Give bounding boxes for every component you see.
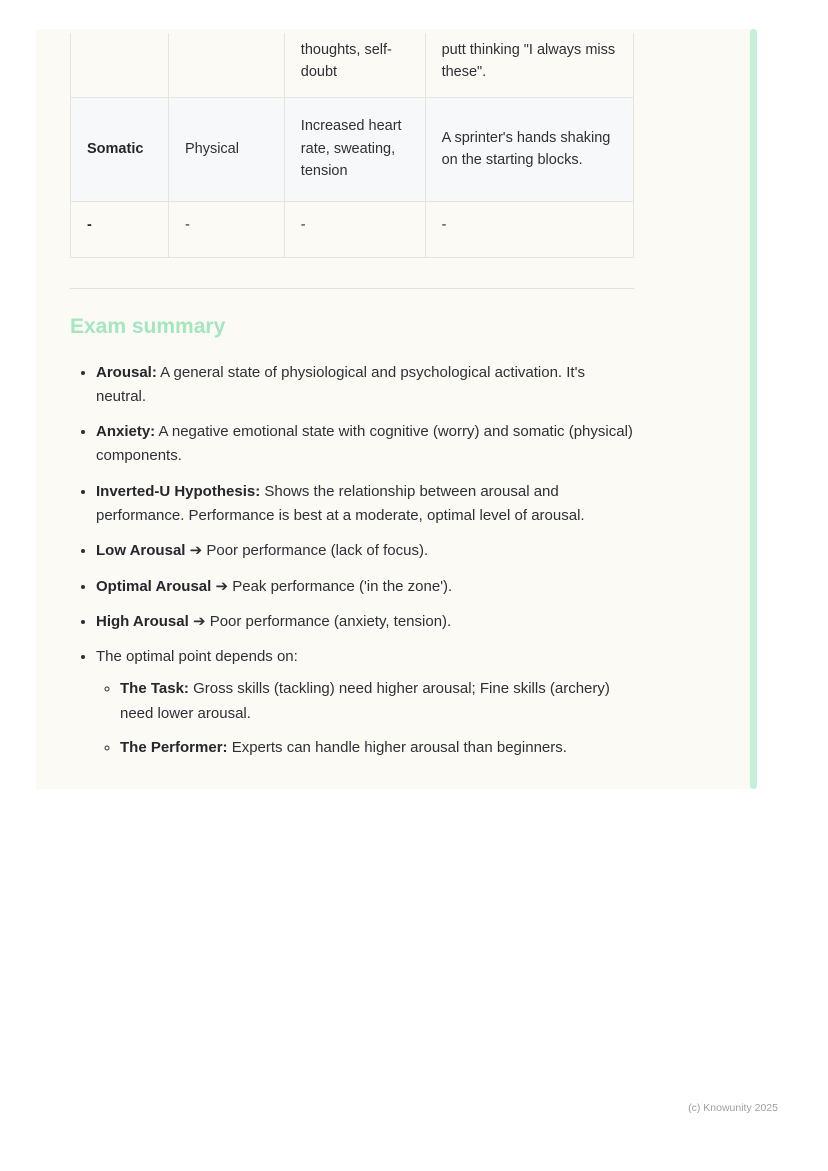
table-cell [168, 33, 284, 97]
summary-item: • High Arousal ➔ Poor performance (anxiety, tension). [96, 610, 634, 634]
summary-item-term: Low Arousal [96, 542, 186, 560]
summary-item: • The optimal point depends on: ◦ The Task: Gross skills (tackling) need higher arousal; Fine skills (archery) need lower arousal. ◦ The Performer: Experts can handle higher arousal than beginners. [96, 645, 634, 760]
summary-item: ◦ The Performer: Experts can handle higher arousal than beginners. [120, 736, 634, 760]
table-cell [71, 33, 169, 97]
page-accent-stripe [750, 29, 757, 789]
page-content [70, 29, 634, 771]
table-row [71, 201, 634, 257]
table-cell: - [168, 201, 284, 257]
summary-item-term: Anxiety: [96, 423, 156, 441]
table-cell: - [284, 201, 425, 257]
section-divider [70, 288, 634, 289]
table-cell: thoughts, self-doubt [284, 33, 425, 97]
notes-table [70, 33, 634, 258]
summary-item-term: The Task: [120, 680, 189, 698]
summary-item-term: High Arousal [96, 612, 189, 630]
summary-item-term: The Performer: [120, 739, 228, 757]
summary-item: • Optimal Arousal ➔ Peak performance ('in the zone'). [96, 575, 634, 599]
table-row [71, 97, 634, 201]
summary-item: • Low Arousal ➔ Poor performance (lack of focus). [96, 539, 634, 563]
summary-item: ◦ The Task: Gross skills (tackling) need higher arousal; Fine skills (archery) need lower arousal. [120, 677, 634, 726]
summary-item: • Inverted-U Hypothesis: Shows the relationship between arousal and performance. Performance is best at a moderate, optimal level of arousal. [96, 480, 634, 529]
document-page [36, 29, 757, 789]
table-cell: putt thinking "I always miss these". [425, 33, 633, 97]
table-cell: Increased heart rate, sweating, tension [284, 97, 425, 201]
table-row [71, 33, 634, 97]
table-cell: Physical [168, 97, 284, 201]
summary-list [70, 361, 634, 761]
summary-sublist [96, 677, 634, 760]
table-cell: - [71, 201, 169, 257]
summary-item: • Arousal: A general state of physiological and psychological activation. It's neutral. [96, 361, 634, 410]
copyright-footer: (c) Knowunity 2025 [688, 1102, 778, 1114]
summary-item-term: Optimal Arousal [96, 577, 212, 595]
summary-item-term: Arousal: [96, 363, 157, 381]
exam-summary-heading: Exam summary [70, 314, 226, 338]
table-cell: Somatic [71, 97, 169, 201]
table-cell: - [425, 201, 633, 257]
table-cell: A sprinter's hands shaking on the starting blocks. [425, 97, 633, 201]
summary-item: • Anxiety: A negative emotional state with cognitive (worry) and somatic (physical) components. [96, 420, 634, 469]
summary-item-term: Inverted-U Hypothesis: [96, 482, 261, 500]
